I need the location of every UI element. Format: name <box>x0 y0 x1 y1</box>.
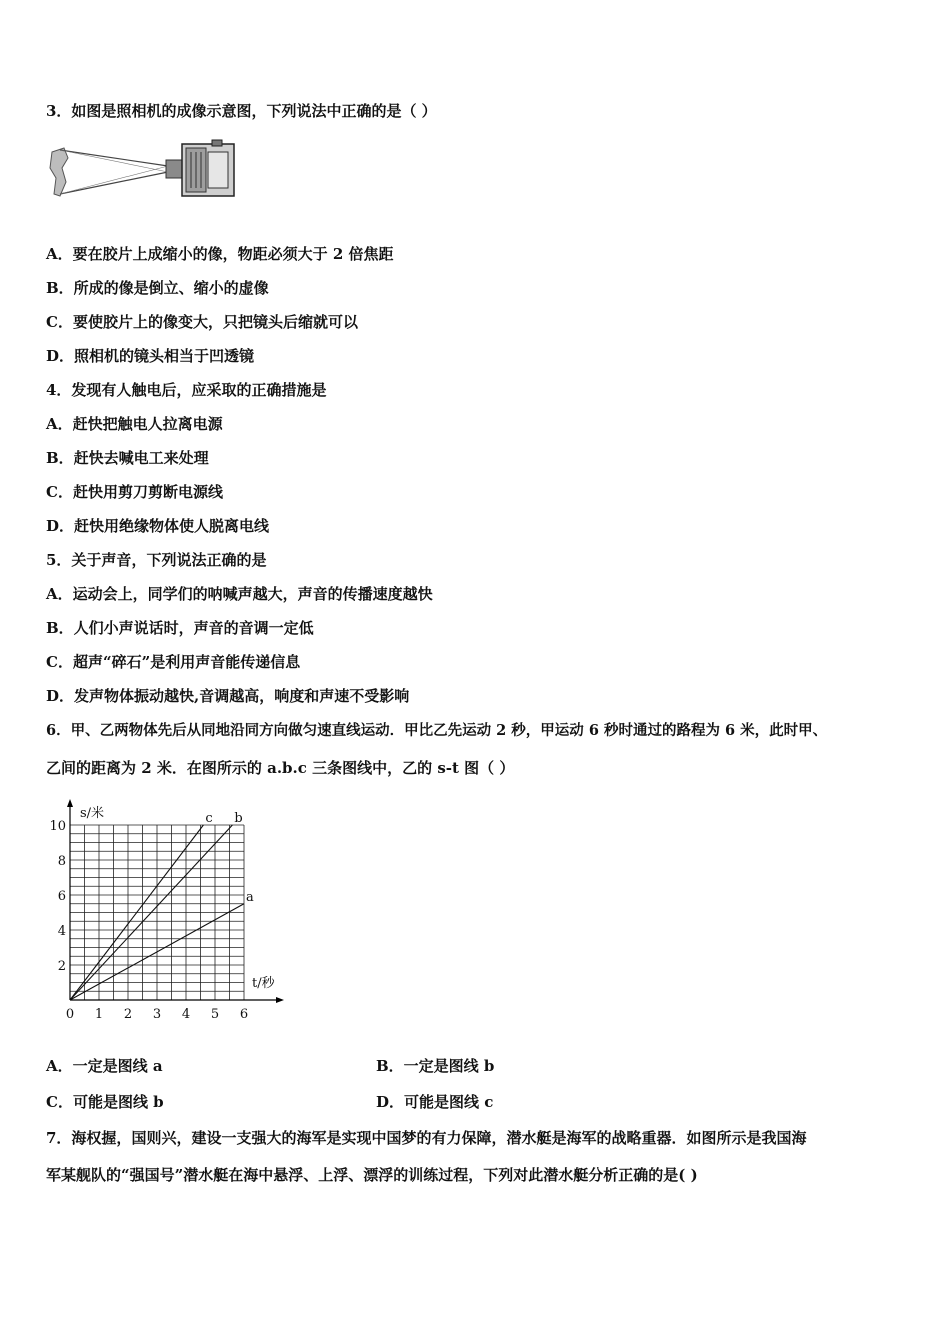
x-axis-arrow <box>276 997 284 1003</box>
y-tick-label: 8 <box>57 854 66 869</box>
q3-option-c: C．要使胶片上的像变大，只把镜头后缩就可以 <box>46 313 358 331</box>
camera-imaging-figure <box>46 138 246 206</box>
q6-option-b: B．一定是图线 b <box>376 1057 495 1075</box>
q4-stem: 4．发现有人触电后，应采取的正确措施是 <box>46 381 327 399</box>
q6-stem-line1: 6．甲、乙两物体先后从同地沿同方向做匀速直线运动．甲比乙先运动 2 秒，甲运动 6 秒时通过的路程为 6 米，此时甲、 <box>46 722 828 739</box>
q3-option-d: D．照相机的镜头相当于凹透镜 <box>46 347 255 365</box>
x-tick-label: 4 <box>181 1007 191 1022</box>
q3-stem: 3．如图是照相机的成像示意图，下列说法中正确的是（ ） <box>46 102 437 120</box>
q4-option-c: C．赶快用剪刀剪断电源线 <box>46 483 223 501</box>
q6-option-d: D．可能是图线 c <box>376 1093 494 1111</box>
q5-option-a: A．运动会上，同学们的呐喊声越大，声音的传播速度越快 <box>46 585 433 603</box>
x-tick-label: 2 <box>123 1007 133 1022</box>
q3-option-a: A．要在胶片上成缩小的像，物距必须大于 2 倍焦距 <box>46 245 394 263</box>
x-axis-label: t/秒 <box>252 976 275 991</box>
q4-option-d: D．赶快用绝缘物体使人脱离电线 <box>46 517 270 535</box>
y-axis-arrow <box>67 799 73 807</box>
x-tick-label: 6 <box>239 1007 249 1022</box>
q5-option-b: B．人们小声说话时，声音的音调一定低 <box>46 619 314 637</box>
series-label-b: b <box>234 811 243 826</box>
q3-option-b: B．所成的像是倒立、缩小的虚像 <box>46 279 269 297</box>
q5-option-c: C．超声“碎石”是利用声音能传递信息 <box>46 653 301 671</box>
y-tick-label: 4 <box>57 924 66 939</box>
q6-stem-line2: 乙间的距离为 2 米．在图所示的 a.b.c 三条图线中，乙的 s-t 图（ ） <box>46 759 515 777</box>
st-chart <box>40 795 290 1030</box>
x-tick-label: 0 <box>65 1007 75 1022</box>
chart-grid <box>70 825 244 1000</box>
x-tick-label: 1 <box>94 1007 104 1022</box>
x-tick-label: 5 <box>210 1007 220 1022</box>
chart-labels <box>49 805 275 1022</box>
q6-option-a: A．一定是图线 a <box>46 1057 163 1075</box>
q7-stem-line2: 军某舰队的“强国号”潜水艇在海中悬浮、上浮、漂浮的训练过程，下列对此潜水艇分析正确的是( ) <box>46 1166 698 1184</box>
series-label-a: a <box>246 889 254 905</box>
q6-option-c: C．可能是图线 b <box>46 1093 164 1111</box>
y-tick-label: 6 <box>57 889 66 904</box>
q5-option-d: D．发声物体振动越快,音调越高，响度和声速不受影响 <box>46 687 410 705</box>
q4-option-b: B．赶快去喊电工来处理 <box>46 449 209 467</box>
series-label-c: c <box>205 811 213 826</box>
y-tick-label: 10 <box>49 819 66 834</box>
q5-stem: 5．关于声音，下列说法正确的是 <box>46 551 267 569</box>
y-axis-label: s/米 <box>80 806 105 821</box>
q7-stem-line1: 7．海权握，国则兴，建设一支强大的海军是实现中国梦的有力保障，潜水艇是海军的战略重器．如图所示是我国海 <box>46 1129 807 1147</box>
x-tick-label: 3 <box>152 1007 162 1022</box>
y-tick-label: 2 <box>57 959 66 974</box>
q4-option-a: A．赶快把触电人拉离电源 <box>46 415 223 433</box>
